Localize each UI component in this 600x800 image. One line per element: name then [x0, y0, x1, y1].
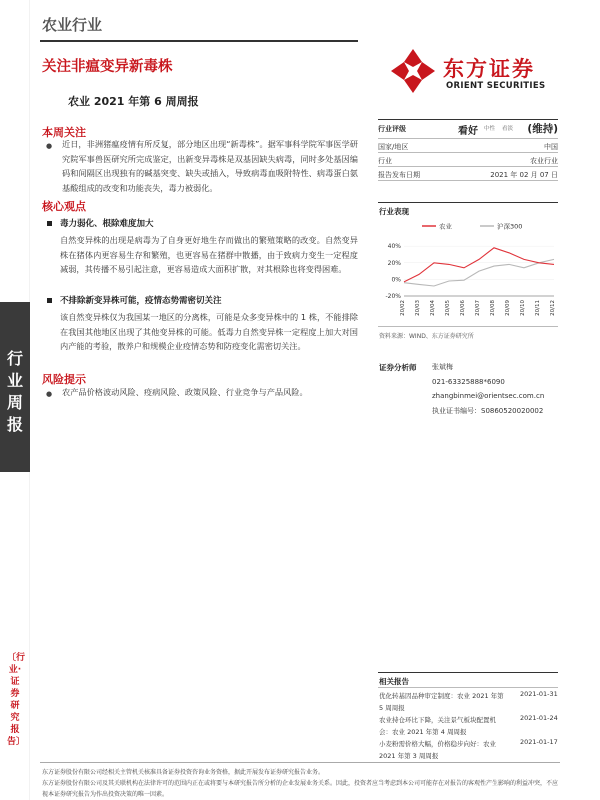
focus-heading: 本周关注 [42, 126, 86, 139]
rating-divider [378, 152, 558, 153]
bullet-dot: ● [46, 390, 53, 398]
core-point-1-title: 毒力弱化、根除难度加大 [60, 219, 154, 229]
logo-en-text: ORIENT SECURITIES [446, 81, 546, 91]
x-tick-label: 20/09 [505, 300, 511, 316]
x-tick-label: 20/12 [550, 300, 556, 316]
related-item[interactable]: 小麦粉需价格大幅，价格稳步向好：农业 2021 年第 3 周周报 [379, 740, 496, 760]
rating-low: 看淡 [502, 126, 514, 132]
footer-line-1: 东方证券股份有限公司经相关主管机关核准具备证券投资咨询业务资格，据此开展发布证券研究报告业务。 [42, 769, 325, 776]
x-tick-label: 20/05 [445, 300, 451, 316]
bullet-dot: ● [46, 142, 53, 150]
orient-logo-icon [390, 48, 436, 94]
analyst-phone: 021-63325888*6090 [432, 378, 505, 386]
series-line-1 [404, 259, 554, 286]
report-title: 关注非瘟变异新毒株 [42, 59, 173, 75]
analyst-cert: 执业证书编号：S0860520020002 [432, 407, 544, 415]
logo-cn-text: 东方证券 [443, 57, 535, 81]
analyst-label: 证券分析师 [379, 363, 417, 372]
rating-rule [378, 119, 558, 120]
analyst-name: 张斌梅 [432, 363, 453, 371]
sector-label: 农业行业 [42, 16, 103, 34]
chart-source: 资料来源：WIND、东方证券研究所 [379, 333, 474, 340]
square-bullet [47, 221, 52, 226]
rating-divider [378, 138, 558, 139]
related-date: 2021-01-31 [520, 690, 558, 698]
chart-rule [378, 202, 558, 203]
rating-key: 报告发布日期 [378, 171, 420, 179]
related-item[interactable]: 农业持仓环比下降，关注景气板块配置机会：农业 2021 年第 4 周周报 [379, 716, 496, 736]
rating-val: 2021 年 02 月 07 日 [490, 171, 558, 179]
rating-key: 国家/地区 [378, 143, 409, 151]
x-tick-label: 20/06 [460, 300, 466, 316]
performance-chart [378, 218, 560, 323]
square-bullet [47, 298, 52, 303]
rating-value: 看好 [458, 126, 478, 137]
risk-heading: 风险提示 [42, 373, 86, 386]
x-tick-label: 20/02 [400, 300, 406, 316]
legend-label: 沪深300 [497, 222, 523, 231]
x-tick-label: 20/10 [520, 300, 526, 316]
rating-key: 行业 [378, 157, 392, 165]
risk-paragraph: 农产品价格波动风险、疫病风险、政策风险、行业竞争与产品风险。 [62, 387, 308, 397]
chart-title: 行业表现 [379, 207, 409, 216]
x-tick-label: 20/07 [475, 300, 481, 316]
rating-status: (维持) [527, 123, 558, 135]
y-tick-label: 0% [391, 276, 401, 284]
rating-middle: 中性 [484, 126, 496, 132]
related-heading: 相关报告 [379, 677, 409, 686]
related-item[interactable]: 优化转基因品种审定制度：农业 2021 年第 5 周周报 [379, 692, 504, 712]
core-point-2-title: 不排除新变异株可能，疫情态势需密切关注 [60, 296, 222, 306]
y-tick-label: 40% [387, 243, 401, 251]
related-divider [378, 687, 558, 688]
core-heading: 核心观点 [42, 200, 86, 213]
rating-divider [378, 180, 558, 181]
legend-label: 农业 [439, 222, 452, 231]
related-rule [378, 672, 558, 673]
report-subtitle: 农业 2021 年第 6 周周报 [68, 95, 199, 108]
core-point-2-text: 该自然变异株仅为我国某一地区的分离株，可能是众多变异株中的 1 株，不能排除在我国其他地区出现了其他变异株的可能。低毒力自然变异株一定程度上加大对国内产能的考验，散养户和规模企业疫情态势和防疫变化需密切关注。 [60, 312, 358, 351]
rating-label: 行业评级 [378, 125, 406, 133]
related-date: 2021-01-24 [520, 714, 558, 722]
core-point-1-text: 自然变异株的出现是病毒为了自身更好地生存而做出的繁殖策略的改变。自然变异株在猪体内更容易生存和繁殖，也更容易在猪群中散播，由于致病力变生一定程度减弱，其传播不易引起注意，更容易造成大面积扩散，对其根除也将变得困难。 [60, 235, 358, 274]
footer-disclaimer [42, 767, 562, 800]
y-tick-label: 20% [387, 259, 401, 267]
header-rule-thick [40, 40, 358, 42]
x-tick-label: 20/04 [430, 300, 436, 316]
x-tick-label: 20/11 [535, 300, 541, 316]
rating-val: 中国 [544, 143, 558, 151]
footer-line-2: 东方证券股份有限公司及其关联机构在法律许可的范围内正在或将要与本研究报告所分析的企业发展业务关系。因此，投资者应当考虑到本公司可能存在对报告的客观性产生影响的利益冲突，不应视本证券研究报告为作出投资决策的唯一因素。 [42, 780, 559, 798]
related-date: 2021-01-17 [520, 738, 558, 746]
footer-rule [40, 762, 560, 763]
rating-val: 农业行业 [530, 157, 558, 165]
focus-paragraph: 近日，非洲猪瘟疫情有所反复，部分地区出现“新毒株”。据军事科学院军事医学研究院军事兽医研究所完成鉴定，出新变异毒株是双基因缺失病毒，同时多处基因编码和间隔区出现独有的碱基突变、缺失或插入，导致病毒血吸附特性、病毒蛋白氨基酸组成的改变和功能丧失，毒力被弱化。 [62, 139, 358, 193]
chart-bottom-rule [378, 326, 558, 327]
side-vertical-label: 〔行业·证券研究报告〕 [7, 653, 26, 747]
rating-divider [378, 166, 558, 167]
analyst-email[interactable]: zhangbinmei@orientsec.com.cn [432, 392, 545, 400]
y-tick-label: -20% [385, 293, 401, 300]
x-tick-label: 20/03 [415, 300, 421, 316]
x-tick-label: 20/08 [490, 300, 496, 316]
side-tab-label: 行业周报 [6, 349, 23, 434]
